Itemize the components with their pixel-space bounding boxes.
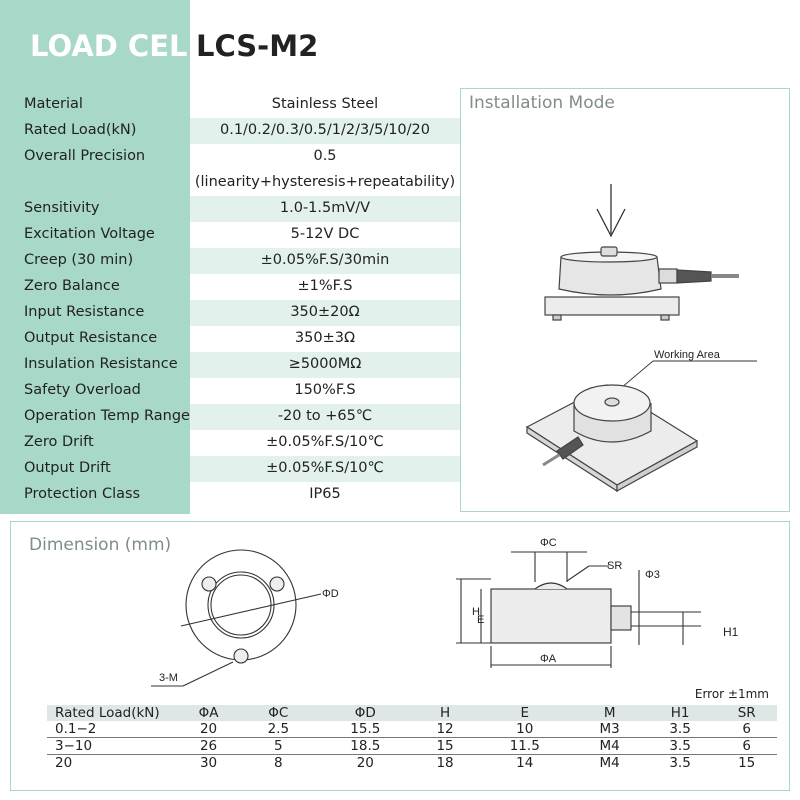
installation-drawing bbox=[461, 89, 791, 513]
table-cell: 14 bbox=[516, 755, 534, 771]
spec-value: 0.5 bbox=[313, 148, 337, 164]
table-cell: M3 bbox=[575, 721, 643, 738]
table-cell: 20 bbox=[175, 721, 242, 738]
spec-label: Rated Load(kN) bbox=[24, 122, 137, 138]
title-product-type: LOAD CELL bbox=[0, 16, 190, 76]
table-cell: 3.5 bbox=[669, 755, 691, 771]
table-cell: 15 bbox=[738, 755, 756, 771]
table-cell: 10 bbox=[474, 721, 575, 738]
spec-value: 350±20Ω bbox=[290, 304, 360, 320]
spec-row-sensitivity bbox=[0, 196, 460, 222]
spec-value: -20 to +65℃ bbox=[277, 408, 373, 424]
side-view-drawing bbox=[456, 552, 701, 668]
top-view-drawing bbox=[151, 550, 321, 686]
load-cell-perspective-view bbox=[527, 385, 697, 491]
table-row bbox=[47, 755, 777, 772]
spec-row-temp-range bbox=[0, 404, 460, 430]
table-header: Rated Load(kN) bbox=[47, 705, 175, 721]
page-title bbox=[0, 16, 318, 76]
table-cell: M4 bbox=[599, 755, 620, 771]
spec-row-insulation bbox=[0, 352, 460, 378]
spec-value: ±1%F.S bbox=[297, 278, 353, 294]
table-cell: 6 bbox=[716, 738, 777, 755]
table-cell: 18 bbox=[436, 755, 454, 771]
spec-row-zero-balance bbox=[0, 274, 460, 300]
dim-label-phi-a: ΦA bbox=[540, 653, 557, 665]
spec-row-protection bbox=[0, 482, 460, 508]
dim-label-h1: H1 bbox=[723, 625, 739, 639]
working-area-label: Working Area bbox=[654, 349, 720, 361]
table-header-row bbox=[47, 705, 777, 721]
dim-label-e: E bbox=[477, 614, 485, 626]
spec-value: ≥5000MΩ bbox=[288, 356, 362, 372]
spec-value: 5-12V DC bbox=[290, 226, 360, 242]
spec-row-input-resistance bbox=[0, 300, 460, 326]
load-cell-side-view bbox=[545, 247, 739, 320]
dimension-panel bbox=[10, 521, 790, 791]
spec-label: Protection Class bbox=[24, 486, 141, 502]
spec-row-zero-drift bbox=[0, 430, 460, 456]
table-header: ΦA bbox=[175, 705, 242, 721]
spec-value: ±0.05%F.S/10℃ bbox=[266, 434, 384, 450]
table-row bbox=[47, 738, 777, 755]
dim-label-phi-d: ΦD bbox=[322, 588, 339, 600]
spec-label: Insulation Resistance bbox=[24, 356, 178, 372]
table-cell: 8 bbox=[274, 755, 283, 771]
table-header: H bbox=[416, 705, 474, 721]
table-header: M bbox=[575, 705, 643, 721]
dimension-title: Dimension (mm) bbox=[29, 535, 172, 555]
installation-panel bbox=[460, 88, 790, 512]
table-cell: 0.1−2 bbox=[47, 721, 175, 738]
table-header: SR bbox=[716, 705, 777, 721]
spec-row-excitation bbox=[0, 222, 460, 248]
table-cell: 26 bbox=[175, 738, 242, 755]
spec-label: Safety Overload bbox=[24, 382, 141, 398]
spec-label: Zero Drift bbox=[24, 434, 94, 450]
table-header: ΦC bbox=[242, 705, 315, 721]
spec-label: Output Resistance bbox=[24, 330, 158, 346]
spec-table bbox=[0, 92, 460, 508]
table-cell: 12 bbox=[416, 721, 474, 738]
installation-title: Installation Mode bbox=[469, 93, 615, 113]
spec-label: Material bbox=[24, 96, 83, 112]
table-cell: 20 bbox=[55, 755, 73, 771]
table-header: E bbox=[474, 705, 575, 721]
dimension-table bbox=[47, 705, 777, 771]
table-cell: 5 bbox=[242, 738, 315, 755]
spec-label: Zero Balance bbox=[24, 278, 120, 294]
spec-row-safety-overload bbox=[0, 378, 460, 404]
dimension-drawing bbox=[11, 522, 791, 697]
spec-row-output-drift bbox=[0, 456, 460, 482]
table-cell: 18.5 bbox=[315, 738, 416, 755]
table-header: H1 bbox=[644, 705, 717, 721]
spec-label: Creep (30 min) bbox=[24, 252, 134, 268]
spec-label: Operation Temp Range bbox=[24, 408, 190, 424]
table-cell: 15 bbox=[416, 738, 474, 755]
dim-label-sr: SR bbox=[607, 560, 623, 572]
spec-value: ±0.05%F.S/10℃ bbox=[266, 460, 384, 476]
spec-value: 0.1/0.2/0.3/0.5/1/2/3/5/10/20 bbox=[219, 122, 430, 138]
table-cell: 3−10 bbox=[47, 738, 175, 755]
error-note: Error ±1mm bbox=[694, 687, 769, 701]
table-cell: 2.5 bbox=[242, 721, 315, 738]
table-cell: 6 bbox=[716, 721, 777, 738]
spec-label: Sensitivity bbox=[24, 200, 100, 216]
spec-label: Input Resistance bbox=[24, 304, 145, 320]
spec-value: ±0.05%F.S/30min bbox=[260, 252, 390, 268]
spec-value-note: (linearity+hysteresis+repeatability) bbox=[194, 174, 456, 190]
spec-row-creep bbox=[0, 248, 460, 274]
table-cell: 3.5 bbox=[644, 721, 717, 738]
table-cell: 20 bbox=[356, 755, 374, 771]
spec-label: Overall Precision bbox=[24, 148, 146, 164]
table-cell: 15.5 bbox=[315, 721, 416, 738]
table-header: ΦD bbox=[315, 705, 416, 721]
table-row bbox=[47, 721, 777, 738]
spec-label: Excitation Voltage bbox=[24, 226, 155, 242]
table-cell: 3.5 bbox=[644, 738, 717, 755]
dim-label-h: H bbox=[472, 606, 480, 618]
spec-value: 350±3Ω bbox=[294, 330, 356, 346]
load-arrow-icon bbox=[597, 184, 625, 236]
dim-label-m: 3-M bbox=[159, 672, 178, 684]
table-cell: 11.5 bbox=[474, 738, 575, 755]
spec-row-rated-load bbox=[0, 118, 460, 144]
spec-value: 1.0-1.5mV/V bbox=[279, 200, 371, 216]
spec-row-output-resistance bbox=[0, 326, 460, 352]
spec-row-precision bbox=[0, 144, 460, 196]
title-model: LCS-M2 bbox=[196, 29, 319, 63]
spec-row-material bbox=[0, 92, 460, 118]
table-cell: M4 bbox=[575, 738, 643, 755]
dim-label-phi-3: Φ3 bbox=[645, 569, 660, 581]
spec-value: IP65 bbox=[309, 486, 341, 502]
spec-value: 150%F.S bbox=[294, 382, 356, 398]
table-cell: 30 bbox=[199, 755, 218, 771]
spec-value: Stainless Steel bbox=[271, 96, 379, 112]
spec-label: Output Drift bbox=[24, 460, 111, 476]
dim-label-phi-c: ΦC bbox=[540, 537, 557, 549]
